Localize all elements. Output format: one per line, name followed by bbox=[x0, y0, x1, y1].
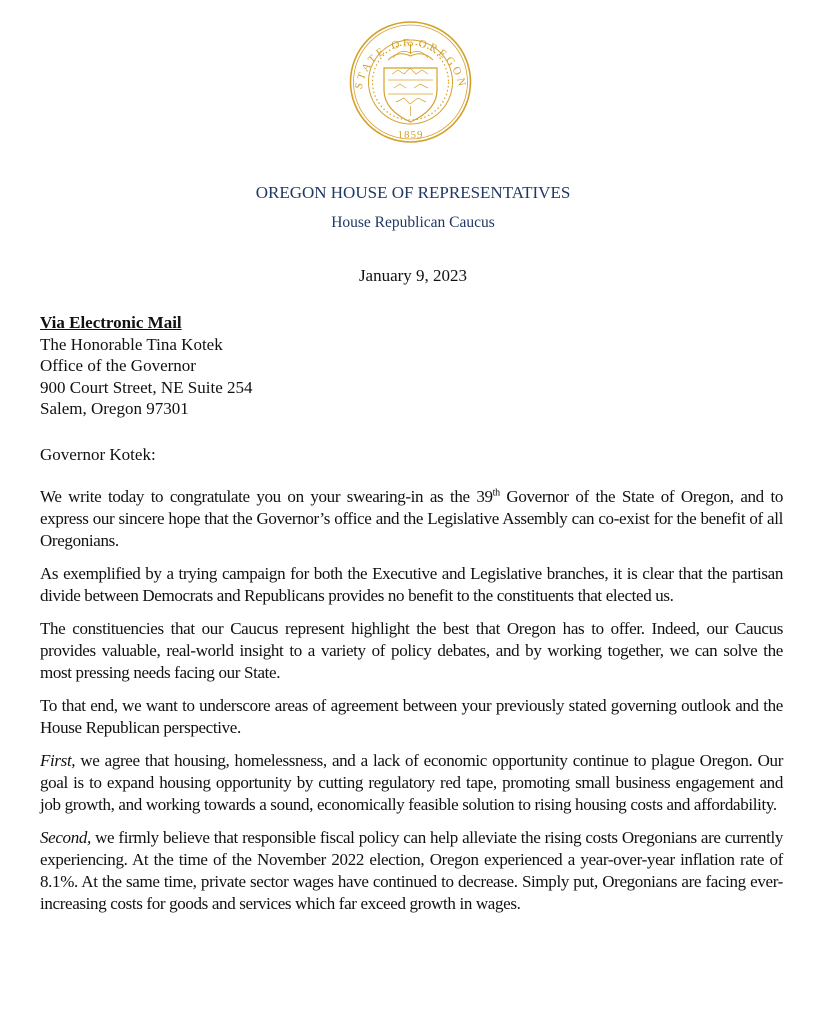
letterhead-title: OREGON HOUSE OF REPRESENTATIVES bbox=[255, 183, 571, 202]
letter-body bbox=[40, 486, 783, 926]
recipient-city: Salem, Oregon 97301 bbox=[40, 399, 189, 418]
paragraph-fiscal-policy: Second, we firmly believe that responsible fiscal policy can help alleviate the rising costs Oregonians are currently experiencing. At the time of the November 2022 election, Oregon experienced a year-over-year inflation rate of 8.1%. At the same time, private sector wages have continued to decrease. Simply put, Oregonians are facing ever-increasing costs for goods and services which far exceed growth in wages. bbox=[40, 828, 783, 913]
recipient-street: 900 Court Street, NE Suite 254 bbox=[40, 377, 253, 397]
state-of-oregon-seal-icon bbox=[348, 18, 473, 148]
paragraph-constituencies: The constituencies that our Caucus represent highlight the best that Oregon has to offer. Indeed, our Caucus provides valuable, real-world insight to a variety of policy debates, and by working together, we can solve the most pressing needs facing our State. bbox=[40, 619, 783, 682]
paragraph-agreement: To that end, we want to underscore areas of agreement between your previously stated governing outlook and the House Republican perspective. bbox=[40, 696, 783, 737]
paragraph-partisan-divide: As exemplified by a trying campaign for both the Executive and Legislative branches, it is clear that the partisan divide between Democrats and Republicans provides no benefit to the constituents that elected us. bbox=[40, 564, 783, 605]
letterhead-subtitle: House Republican Caucus bbox=[331, 214, 495, 231]
recipient-address-block bbox=[40, 312, 252, 420]
delivery-method: Via Electronic Mail bbox=[40, 313, 182, 332]
recipient-office: Office of the Governor bbox=[40, 356, 196, 375]
svg-text:STATE OF OREGON: STATE OF OREGON bbox=[352, 36, 469, 91]
salutation: Governor Kotek: bbox=[40, 445, 156, 464]
letter-date: January 9, 2023 bbox=[358, 266, 468, 285]
paragraph-housing: First, we agree that housing, homelessness, and a lack of economic opportunity continue to plague Oregon. Our goal is to expand housing opportunity by cutting regulatory red tape, promoting small business engagement and job growth, and working towards a sound, economically feasible solution to rising housing costs and affordability. bbox=[40, 751, 783, 814]
paragraph-congratulations: We write today to congratulate you on your swearing-in as the 39th Governor of the State of Oregon, and to express our sincere hope that the Governor’s office and the Legislative Assembly can co-exist for the benefit of all Oregonians. bbox=[40, 487, 784, 550]
svg-text:1859: 1859 bbox=[397, 129, 424, 141]
recipient-name: The Honorable Tina Kotek bbox=[40, 334, 223, 354]
